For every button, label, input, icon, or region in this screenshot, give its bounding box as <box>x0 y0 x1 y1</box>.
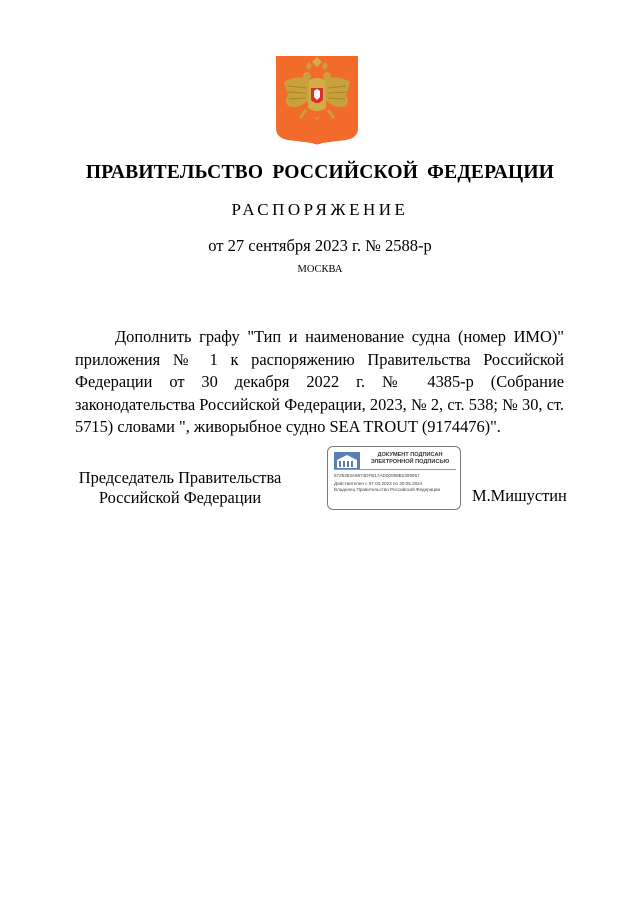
signer-position <box>70 468 290 508</box>
document-date-number: от 27 сентября 2023 г. № 2588-р <box>208 236 432 255</box>
stamp-title-line1: ДОКУМЕНТ ПОДПИСАН <box>377 452 443 458</box>
stamp-title <box>362 452 458 466</box>
government-building-icon <box>334 452 360 470</box>
order-text: Дополнить графу "Тип и наименование судна (номер ИМО)" приложения № 1 к распоряжению Правительства Российской Федерации от 30 декабря 2022 г. № 4385-р (Собрание законодательства Российской Федерации, 2023, № 2, ст. 538; № 30, ст. 5715) словами ", живорыбное судно SEA TROUT (9174476)". <box>75 327 564 437</box>
document-type: РАСПОРЯЖЕНИЕ <box>231 200 409 219</box>
signer-position-line1: Председатель Правительства <box>78 468 282 487</box>
coat-of-arms-emblem <box>276 56 358 146</box>
stamp-title-line2: ЭЛЕКТРОННОЙ ПОДПИСЬЮ <box>370 459 450 465</box>
signer-name: М.Мишустин <box>472 486 567 505</box>
signer-position-line2: Российской Федерации <box>98 488 262 507</box>
city: МОСКВА <box>297 264 343 275</box>
electronic-signature-stamp <box>327 446 461 510</box>
russian-coat-of-arms-icon <box>276 56 358 146</box>
stamp-certificate: 6725393A6974DFB17AD00088B2309057 <box>334 473 420 478</box>
stamp-validity: Действителен с 07.03.2023 по 30.05.2024 <box>334 481 423 486</box>
stamp-divider <box>334 469 456 470</box>
government-title: ПРАВИТЕЛЬСТВО РОССИЙСКОЙ ФЕДЕРАЦИИ <box>85 162 555 183</box>
stamp-owner: Владелец Правительство Российской Федерации <box>334 487 441 492</box>
